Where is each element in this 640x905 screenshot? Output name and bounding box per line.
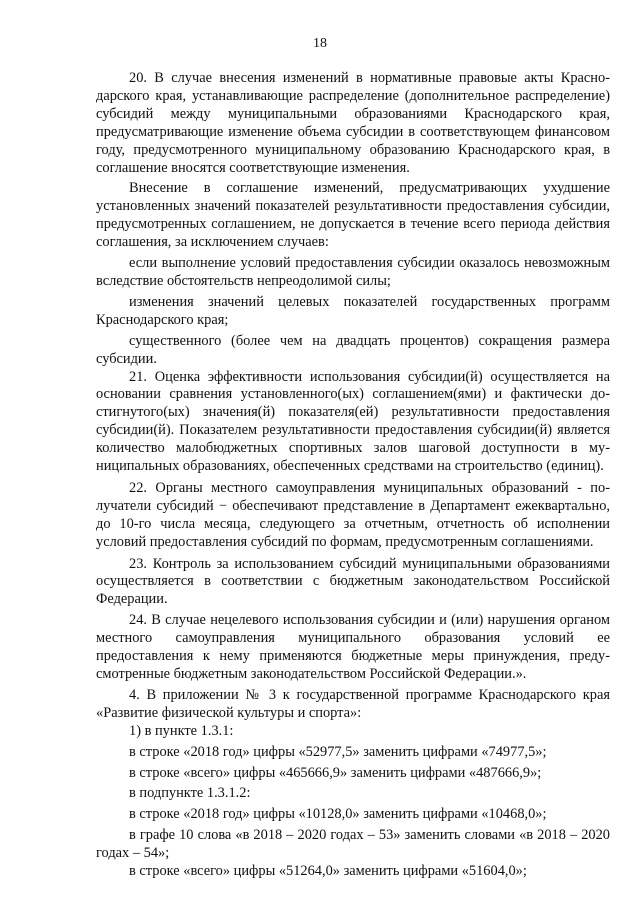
page-number: 18 bbox=[313, 36, 327, 51]
paragraph-20: 20. В случае внесения изменений в нормативные правовые акты Краснодарского края, устанавливающие распределение (дополнительное распределение) субсидий между муниципальными образованиями Краснодарского края, предусматривающие изменение объема субсидии в соответствующем финансовом году, предусмотренного муниципальному образованию Краснодарского края, в соглашение вносятся соответствующие изменения. bbox=[96, 70, 610, 176]
paragraph-4-appendix: 4. В приложении № 3 к государственной программе Краснодарского края «Развитие физической культуры и спорта»: bbox=[96, 686, 610, 721]
paragraph-22: 22. Органы местного самоуправления муниципальных образований - получатели субсидий − обеспечивают представление в Департамент ежеквартально, до 10-го числа месяца, следующего за отчетным, отчетность об исполнении условий предоставления субсидий по формам, предусмотренным соглашениями. bbox=[96, 479, 610, 550]
exception-target-indicators: изменения значений целевых показателей государственных программ Краснодарского края; bbox=[96, 293, 610, 328]
change-2018-10128: в строке «2018 год» цифры «10128,0» заменить цифрами «10468,0»; bbox=[129, 806, 547, 823]
document-body bbox=[96, 70, 610, 881]
change-2018-52977: в строке «2018 год» цифры «52977,5» заменить цифрами «74977,5»; bbox=[129, 743, 547, 760]
change-total-51264: в строке «всего» цифры «51264,0» заменить цифрами «51604,0»; bbox=[129, 863, 527, 880]
change-column-10: в графе 10 слова «в 2018 – 2020 годах – 53» заменить словами «в 2018 – 2020 годах – 54»; bbox=[96, 827, 610, 862]
paragraph-23: 23. Контроль за использованием субсидий муниципальными образованиями осуществляется в соответствии с бюджетным законодательством Российской Федерации. bbox=[96, 555, 610, 608]
exception-subsidy-reduction: существенного (более чем на двадцать процентов) сокращения размера субсидии. bbox=[96, 332, 610, 367]
exception-force-majeure: если выполнение условий предоставления субсидии оказалось невозможным вследствие обстоятельств непреодолимой силы; bbox=[96, 255, 610, 289]
subpoint-1-3-1-2: в подпункте 1.3.1.2: bbox=[129, 785, 251, 802]
change-total-465666: в строке «всего» цифры «465666,9» заменить цифрами «487666,9»; bbox=[129, 764, 542, 781]
paragraph-24: 24. В случае нецелевого использования субсидии и (или) нарушения органом местного самоуправления муниципального образования условий ее предоставления к нему применяются бюджетные меры принуждения, предусмотренные бюджетным законодательством Российской Федерации.». bbox=[96, 612, 610, 682]
paragraph-21: 21. Оценка эффективности использования субсидии(й) осуществляется на основании сравнения установленного(ых) соглашением(ями) и фактически достигнутого(ых) значения(й) показателя(ей) результативности предоставления субсидии(й). Показателем результативности предоставления субсидии(й) является количество малобюджетных спортивных залов шаговой доступности в муниципальных образованиях, обеспеченных средствами на строительство (единиц). bbox=[96, 368, 610, 475]
item-1-point-1-3-1: 1) в пункте 1.3.1: bbox=[129, 722, 234, 739]
paragraph-amendment-restriction: Внесение в соглашение изменений, предусматривающих ухудшение установленных значений показателей результативности предоставления субсидии, предусмотренных соглашением, не допускается в течение всего периода действия соглашения, за исключением случаев: bbox=[96, 180, 610, 251]
